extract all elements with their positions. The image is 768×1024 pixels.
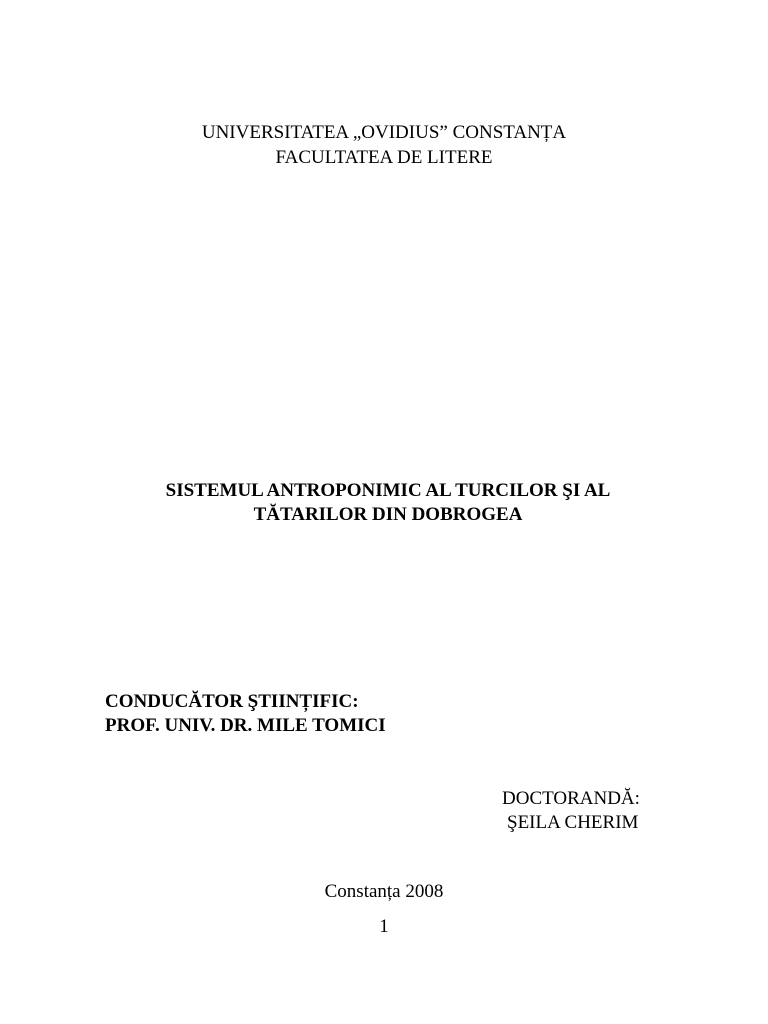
thesis-title-line-2: TĂTARILOR DIN DOBROGEA (253, 504, 523, 525)
supervisor-label: CONDUCĂTOR ŞTIINȚIFIC: (105, 691, 359, 712)
thesis-title-line-1: SISTEMUL ANTROPONIMIC AL TURCILOR ŞI AL (165, 480, 611, 501)
faculty-name: FACULTATEA DE LITERE (275, 147, 493, 168)
supervisor-name: PROF. UNIV. DR. MILE TOMICI (105, 715, 386, 736)
university-name: UNIVERSITATEA „OVIDIUS” CONSTANȚA (201, 122, 567, 143)
page-number: 1 (379, 916, 389, 937)
place-and-year: Constanța 2008 (324, 881, 444, 902)
candidate-label: DOCTORANDĂ: (502, 788, 640, 809)
candidate-name: ŞEILA CHERIM (507, 812, 639, 833)
